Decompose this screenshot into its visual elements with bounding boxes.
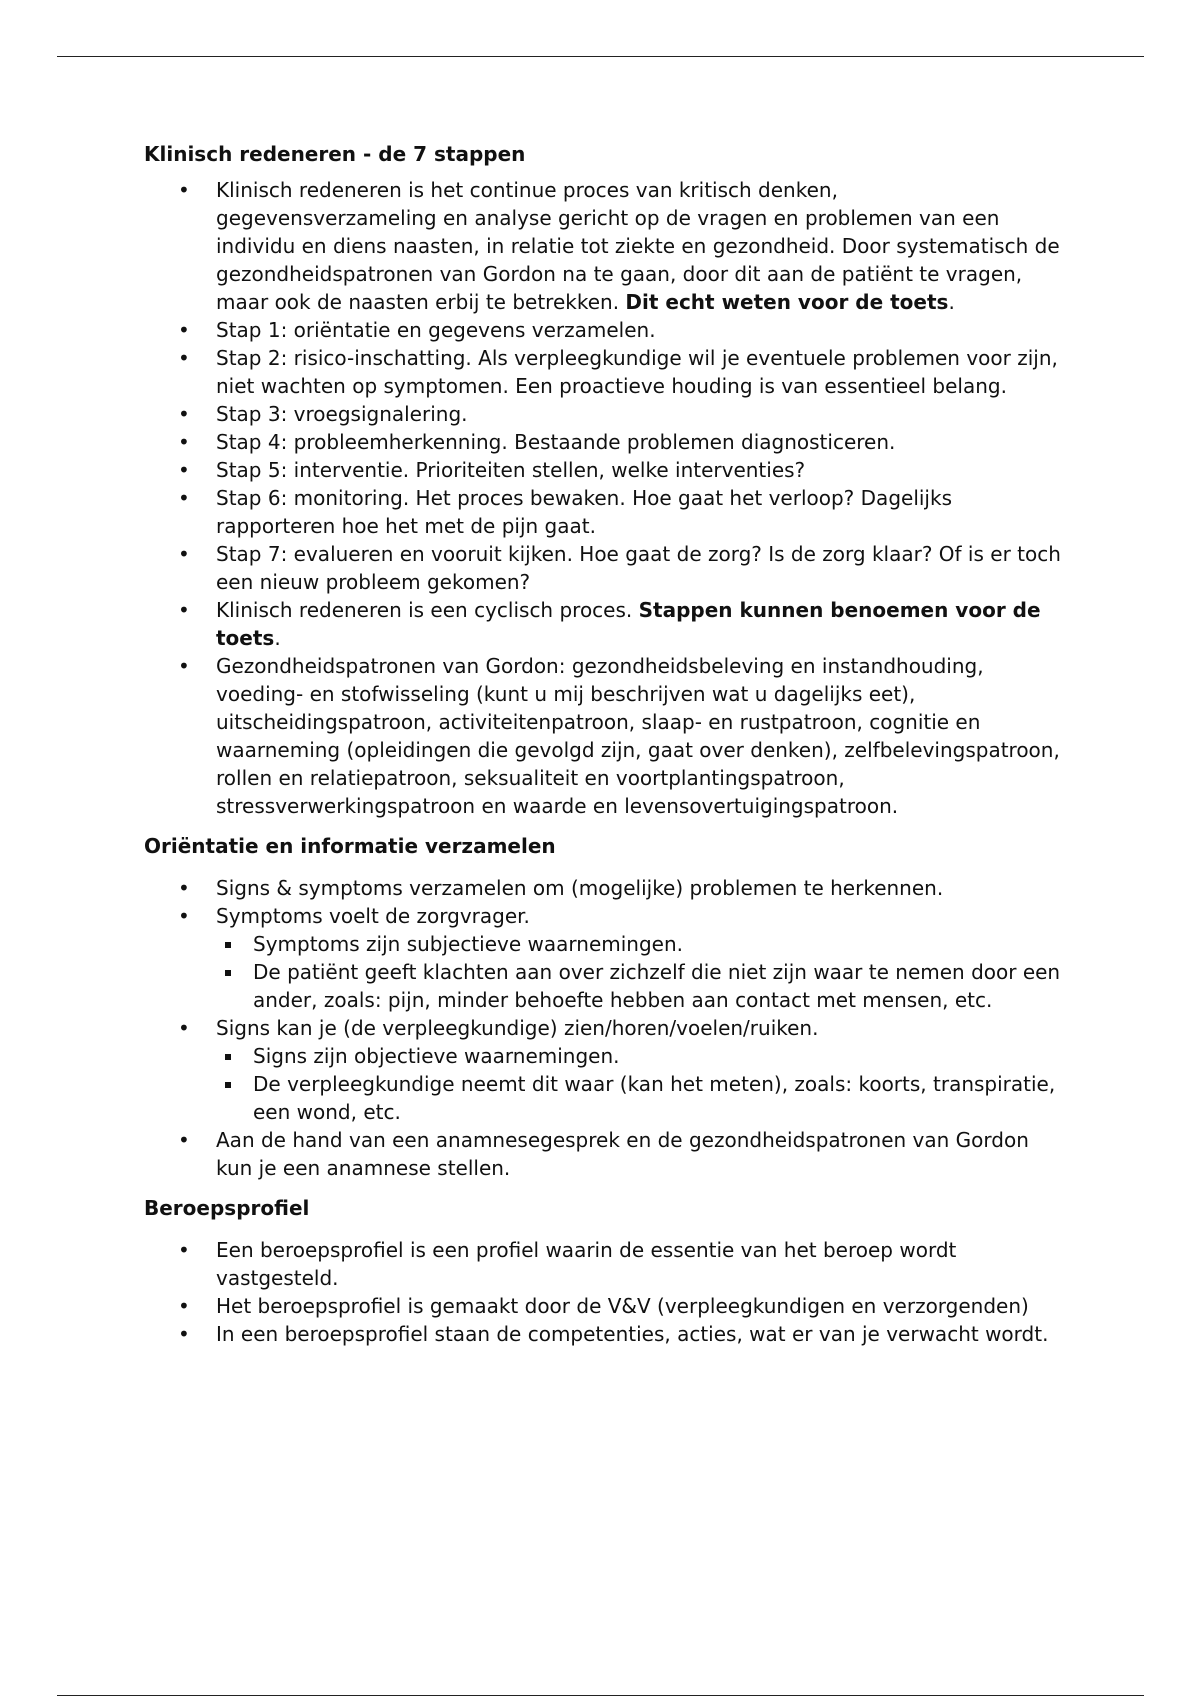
page-top-rule bbox=[57, 56, 1144, 57]
sub-list-item: De patiënt geeft klachten aan over zichzelf die niet zijn waar te nemen door een ander, zoals: pijn, minder behoefte hebben aan contact met mensen, etc. bbox=[216, 958, 1064, 1014]
list-item: • Een beroepsprofiel is een profiel waarin de essentie van het beroep wordt vastgesteld. bbox=[144, 1236, 1064, 1292]
document-body bbox=[144, 140, 1064, 1360]
sub-list-item: De verpleegkundige neemt dit waar (kan het meten), zoals: koorts, transpiratie, een wond, etc. bbox=[216, 1070, 1064, 1126]
sub-bullet-list bbox=[216, 930, 1064, 1014]
page-bottom-rule bbox=[57, 1695, 1144, 1696]
list-item: • Signs kan je (de verpleegkundige) zien/horen/voelen/ruiken. Signs zijn objectieve waarnemingen. De verpleegkundige neemt dit waar (kan het meten), zoals: koorts, transpiratie, een wond, etc. bbox=[144, 1014, 1064, 1126]
list-item: • Signs & symptoms verzamelen om (mogelijke) problemen te herkennen. bbox=[144, 874, 1064, 902]
list-item: • Stap 6: monitoring. Het proces bewaken. Hoe gaat het verloop? Dagelijks rapporteren hoe het met de pijn gaat. bbox=[144, 484, 1064, 540]
bullet-list bbox=[144, 874, 1064, 1182]
sub-list-item: Signs zijn objectieve waarnemingen. bbox=[216, 1042, 1064, 1070]
list-item: • Stap 4: probleemherkenning. Bestaande problemen diagnosticeren. bbox=[144, 428, 1064, 456]
list-item: • Het beroepsprofiel is gemaakt door de V&V (verpleegkundigen en verzorgenden) bbox=[144, 1292, 1064, 1320]
list-item: • Gezondheidspatronen van Gordon: gezondheidsbeleving en instandhouding, voeding- en stofwisseling (kunt u mij beschrijven wat u dagelijks eet), uitscheidingspatroon, activiteitenpatroon, slaap- en rustpatroon, cognitie en waarneming (opleidingen die gevolgd zijn, gaat over denken), zelfbelevingspatroon, rollen en relatiepatroon, seksualiteit en voortplantingspatroon, stressverwerkingspatroon en waarde en levensovertuigingspatroon. bbox=[144, 652, 1064, 820]
sub-bullet-list bbox=[216, 1042, 1064, 1126]
list-item: • Symptoms voelt de zorgvrager. Symptoms zijn subjectieve waarnemingen. De patiënt geeft klachten aan over zichzelf die niet zijn waar te nemen door een ander, zoals: pijn, minder behoefte hebben aan contact met mensen, etc. bbox=[144, 902, 1064, 1014]
list-item: • Stap 5: interventie. Prioriteiten stellen, welke interventies? bbox=[144, 456, 1064, 484]
list-item: • Klinisch redeneren is het continue proces van kritisch denken, gegevensverzameling en analyse gericht op de vragen en problemen van een individu en diens naasten, in relatie tot ziekte en gezondheid. Door systematisch de gezondheidspatronen van Gordon na te gaan, door dit aan de patiënt te vragen, maar ook de naasten erbij te betrekken. Dit echt weten voor de toets. bbox=[144, 176, 1064, 316]
section-klinisch-redeneren bbox=[144, 140, 1064, 820]
list-item: • Klinisch redeneren is een cyclisch proces. Stappen kunnen benoemen voor de toets. bbox=[144, 596, 1064, 652]
bullet-list bbox=[144, 1236, 1064, 1348]
section-heading: Oriëntatie en informatie verzamelen bbox=[144, 834, 556, 858]
list-item: • Stap 2: risico-inschatting. Als verpleegkundige wil je eventuele problemen voor zijn, niet wachten op symptomen. Een proactieve houding is van essentieel belang. bbox=[144, 344, 1064, 400]
list-item: • Stap 7: evalueren en vooruit kijken. Hoe gaat de zorg? Is de zorg klaar? Of is er toch een nieuw probleem gekomen? bbox=[144, 540, 1064, 596]
list-item: • Stap 1: oriëntatie en gegevens verzamelen. bbox=[144, 316, 1064, 344]
section-heading: Beroepsprofiel bbox=[144, 1196, 310, 1220]
sub-list-item: Symptoms zijn subjectieve waarnemingen. bbox=[216, 930, 1064, 958]
list-item: • Stap 3: vroegsignalering. bbox=[144, 400, 1064, 428]
section-orientatie bbox=[144, 832, 1064, 1182]
list-item: • In een beroepsprofiel staan de competenties, acties, wat er van je verwacht wordt. bbox=[144, 1320, 1064, 1348]
list-item: • Aan de hand van een anamnesegesprek en de gezondheidspatronen van Gordon kun je een anamnese stellen. bbox=[144, 1126, 1064, 1182]
section-heading: Klinisch redeneren - de 7 stappen bbox=[144, 142, 526, 166]
section-beroepsprofiel bbox=[144, 1194, 1064, 1348]
bullet-list bbox=[144, 176, 1064, 820]
